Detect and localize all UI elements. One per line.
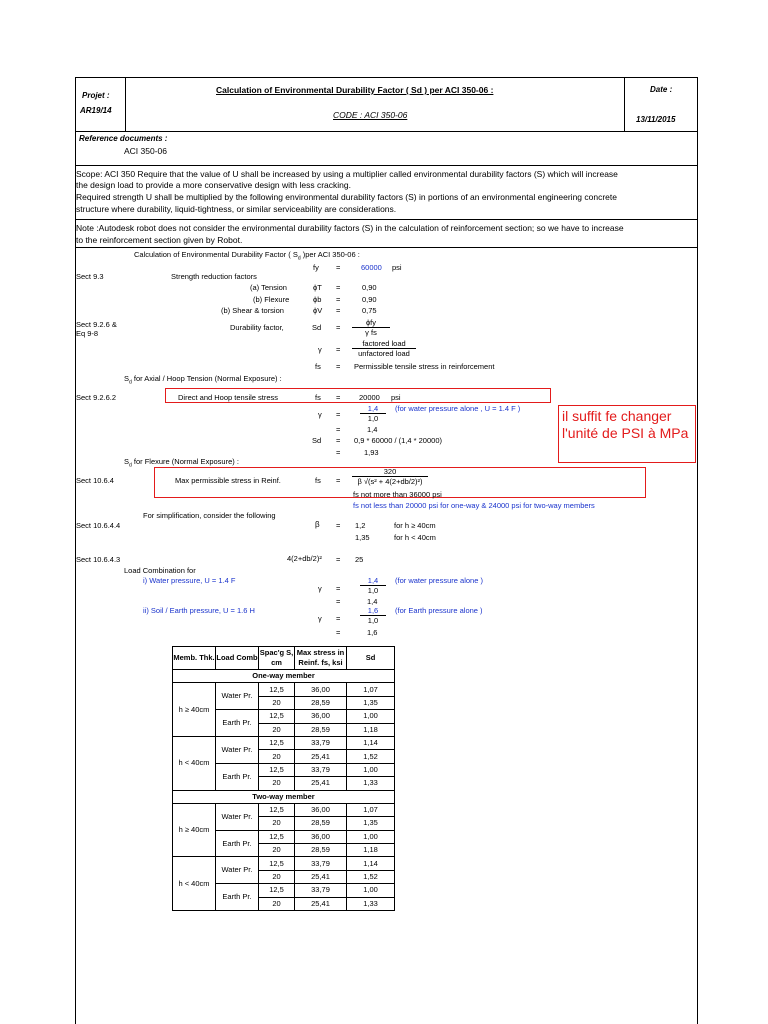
spacing-cell: 20: [259, 870, 295, 883]
spacing-cell: 12,5: [259, 736, 295, 749]
sd-cell: 1,00: [347, 830, 395, 843]
shear-symbol: ϕV: [313, 306, 323, 315]
table-section-row: [173, 670, 395, 683]
stress-cell: 36,00: [295, 830, 347, 843]
sd-fraction-den: γ fs: [365, 328, 377, 337]
fs-not-less: fs not less than 20000 psi for one-way & 24000 psi for two-way members: [353, 501, 595, 510]
direct-stress-unit: psi: [391, 393, 401, 402]
wg-result: 1,4: [367, 597, 378, 606]
sd-cell: 1,07: [347, 683, 395, 696]
spacing-cell: 20: [259, 696, 295, 709]
sd-equals: =: [336, 323, 341, 332]
sd-cell: 1,52: [347, 750, 395, 763]
thk-cell: h < 40cm: [173, 857, 216, 911]
tension-equals: =: [336, 283, 341, 292]
eq-9-8: Eq 9-8: [76, 329, 99, 338]
sd-cell: 1,33: [347, 777, 395, 790]
reference-bottom-rule: [75, 165, 698, 166]
gamma-fraction-den: unfactored load: [358, 349, 410, 358]
note-line-1: Note :Autodesk robot does not consider the environmental durability factors (S) in the calculation of reinforcement section; so we have to increase: [76, 223, 624, 233]
sg-res-equals: =: [336, 628, 341, 637]
fy-value: 60000: [361, 263, 382, 272]
direct-stress-value: 20000: [359, 393, 380, 402]
wg-symbol: γ: [318, 584, 322, 593]
sd-cell: 1,52: [347, 870, 395, 883]
stress-cell: 28,59: [295, 696, 347, 709]
direct-stress-equals: =: [336, 393, 341, 402]
stress-cell: 28,59: [295, 817, 347, 830]
sd-fraction: [352, 318, 390, 337]
flexure-title: $S_d$ for Flexure (Normal Exposure) :: [124, 457, 239, 469]
sg-num: 1,6: [360, 606, 386, 616]
sd-cell: 1,18: [347, 844, 395, 857]
tension-symbol: ϕT: [313, 283, 322, 292]
fs-equals: =: [336, 362, 341, 371]
calc-heading: Calculation of Environmental Durability Factor ( $S_d$ )per ACI 350-06 :: [134, 250, 360, 262]
sd-cell: 1,07: [347, 803, 395, 816]
durability-label: Durability factor,: [230, 323, 284, 332]
gamma1-note: (for water pressure alone , U = 1.4 F ): [395, 404, 521, 413]
water-case-label: i) Water pressure, U = 1.4 F: [143, 576, 236, 585]
spacing-cell: 12,5: [259, 857, 295, 870]
header-memb-thk: Memb. Thk.: [173, 647, 216, 670]
expr4: 4(2+db/2)²: [287, 554, 322, 563]
header-sd: Sd: [347, 647, 395, 670]
spacing-cell: 20: [259, 723, 295, 736]
projet-value: AR19/14: [80, 106, 112, 115]
spacing-cell: 12,5: [259, 683, 295, 696]
soil-case-label: ii) Soil / Earth pressure, U = 1.6 H: [143, 606, 255, 615]
sd-fraction-num: ϕfy: [352, 318, 390, 328]
wg-den: 1,0: [367, 586, 379, 595]
shear-value: 0,75: [362, 306, 377, 315]
flexure-value: 0,90: [362, 295, 377, 304]
direct-stress-label: Direct and Hoop tensile stress: [178, 393, 279, 402]
header-divider-right: [624, 77, 625, 131]
gamma-equals: =: [336, 345, 341, 354]
sd-results-table: [172, 646, 395, 911]
beta-equals: =: [336, 521, 341, 530]
max-stress-fraction: [352, 467, 428, 486]
page-title: Calculation of Environmental Durability Factor ( Sd ) per ACI 350-06 :: [216, 85, 494, 95]
axial-title: $S_d$ for Axial / Hoop Tension (Normal Exposure) :: [124, 374, 282, 386]
wg-res-equals: =: [336, 597, 341, 606]
load-cell: Water Pr.: [216, 857, 259, 884]
stress-cell: 33,79: [295, 884, 347, 897]
beta-value-1: 1,2: [355, 521, 366, 530]
max-stress-den: β √(s² + 4(2+db/2)²): [357, 477, 423, 486]
stress-cell: 36,00: [295, 683, 347, 696]
date-value: 13/11/2015: [636, 115, 676, 124]
one-way-label: One-way member: [173, 670, 395, 683]
scope-line-2: the design load to provide a more conservative design with less cracking.: [76, 180, 351, 190]
table-row: [173, 683, 395, 696]
thk-cell: h ≥ 40cm: [173, 683, 216, 737]
max-stress-equals: =: [336, 476, 341, 485]
sd-cell: 1,35: [347, 696, 395, 709]
beta-value-2: 1,35: [355, 533, 370, 542]
table-header-row: [173, 647, 395, 670]
fs-not-more: fs not more than 36000 psi: [353, 490, 442, 499]
gamma1-res-equals: =: [336, 425, 341, 434]
spacing-cell: 20: [259, 844, 295, 857]
sd1-symbol: Sd: [312, 436, 322, 445]
sd-cell: 1,14: [347, 857, 395, 870]
sd-cell: 1,00: [347, 884, 395, 897]
sg-symbol: γ: [318, 614, 322, 623]
load-cell: Earth Pr.: [216, 763, 259, 790]
expr4-equals: =: [336, 555, 341, 564]
fs-description: Permissible tensile stress in reinforcement: [354, 362, 495, 371]
stress-cell: 33,79: [295, 857, 347, 870]
header-load-comb: Load Comb: [216, 647, 259, 670]
max-stress-label: Max permissible stress in Reinf.: [175, 476, 281, 485]
sg-equals: =: [336, 614, 341, 623]
stress-cell: 28,59: [295, 723, 347, 736]
shear-label: (b) Shear & torsion: [221, 306, 284, 315]
stress-cell: 28,59: [295, 844, 347, 857]
stress-cell: 25,41: [295, 870, 347, 883]
sg-note: (for Earth pressure alone ): [395, 606, 483, 615]
spacing-cell: 20: [259, 897, 295, 910]
flexure-label: (b) Flexure: [253, 295, 290, 304]
sd1-result: 1,93: [364, 448, 379, 457]
sg-den: 1,0: [367, 616, 379, 625]
date-label: Date :: [650, 85, 673, 94]
table-row: [173, 803, 395, 816]
flexure-symbol: ϕb: [313, 295, 322, 304]
sect-9-3: Sect 9.3: [76, 272, 104, 281]
load-cell: Earth Pr.: [216, 830, 259, 857]
sect-10-6-4-4: Sect 10.6.4.4: [76, 521, 121, 530]
stress-cell: 33,79: [295, 736, 347, 749]
wg-num: 1,4: [360, 576, 386, 586]
scope-line-1: Scope: ACI 350 Require that the value of U shall be increased by using a multiplier called environmental durability factors (S) which will increase: [76, 169, 618, 179]
beta-symbol: β: [315, 520, 320, 529]
spacing-cell: 12,5: [259, 710, 295, 723]
sd-cell: 1,00: [347, 763, 395, 776]
header-bottom-rule: [75, 131, 698, 132]
scope-line-4: structure where durability, liquid-tightness, or similar serviceability are considerations.: [76, 204, 397, 214]
gamma-fraction-num: factored load: [352, 339, 416, 349]
sd-cell: 1,18: [347, 723, 395, 736]
fy-unit: psi: [392, 263, 402, 272]
two-way-label: Two-way member: [173, 790, 395, 803]
max-stress-num: 320: [352, 467, 428, 477]
sd1-res-equals: =: [336, 448, 341, 457]
header-divider-left: [125, 77, 126, 131]
direct-stress-symbol: fs: [315, 393, 321, 402]
beta-condition-1: for h ≥ 40cm: [394, 521, 436, 530]
load-cell: Water Pr.: [216, 683, 259, 710]
fs-symbol: fs: [315, 362, 321, 371]
thk-cell: h ≥ 40cm: [173, 803, 216, 857]
sd-cell: 1,00: [347, 710, 395, 723]
sd-cell: 1,33: [347, 897, 395, 910]
table-row: [173, 857, 395, 870]
sd-symbol: Sd: [312, 323, 322, 332]
stress-cell: 33,79: [295, 763, 347, 776]
sd-cell: 1,35: [347, 817, 395, 830]
gamma1-symbol: γ: [318, 410, 322, 419]
load-cell: Earth Pr.: [216, 710, 259, 737]
sect-10-6-4: Sect 10.6.4: [76, 476, 114, 485]
gamma1-num: 1,4: [360, 404, 386, 414]
max-stress-symbol: fs: [315, 476, 321, 485]
note-bottom-rule: [75, 247, 698, 248]
simplification-label: For simplification, consider the following: [143, 511, 276, 520]
tension-label: (a) Tension: [250, 283, 287, 292]
wg-note: (for water pressure alone ): [395, 576, 483, 585]
fy-symbol: fy: [313, 263, 319, 272]
table-section-row: [173, 790, 395, 803]
annotation-note: il suffit fe changer l'unité de PSI à MPa: [558, 405, 696, 463]
strength-reduction-label: Strength reduction factors: [171, 272, 257, 281]
stress-cell: 25,41: [295, 750, 347, 763]
load-cell: Water Pr.: [216, 736, 259, 763]
sg-fraction: [360, 606, 386, 625]
spacing-cell: 12,5: [259, 884, 295, 897]
scope-bottom-rule: [75, 219, 698, 220]
expr4-value: 25: [355, 555, 364, 564]
reference-doc: ACI 350-06: [124, 146, 167, 156]
sect-9-2-6: Sect 9.2.6 &: [76, 320, 117, 329]
gamma1-fraction: [360, 404, 386, 423]
shear-equals: =: [336, 306, 341, 315]
note-line-2: to the reinforcement section given by Robot.: [76, 235, 243, 245]
load-cell: Earth Pr.: [216, 884, 259, 911]
fy-equals: =: [336, 263, 341, 272]
wg-equals: =: [336, 584, 341, 593]
spacing-cell: 20: [259, 750, 295, 763]
gamma-fraction: [352, 339, 416, 358]
wg-fraction: [360, 576, 386, 595]
gamma1-result: 1,4: [367, 425, 378, 434]
load-combination-label: Load Combination for: [124, 566, 196, 575]
sd-cell: 1,14: [347, 736, 395, 749]
sd1-equals: =: [336, 436, 341, 445]
code-reference: CODE : ACI 350-06: [333, 110, 408, 120]
stress-cell: 25,41: [295, 777, 347, 790]
tension-value: 0,90: [362, 283, 377, 292]
scope-line-3: Required strength U shall be multiplied by the following environmental durability factors (S) in portions of an environmental engineering concrete: [76, 192, 617, 202]
reference-label: Reference documents :: [79, 134, 168, 143]
sg-result: 1,6: [367, 628, 378, 637]
header-spacing: Spac'g S, cm: [259, 647, 295, 670]
stress-cell: 36,00: [295, 710, 347, 723]
sd1-expression: 0,9 * 60000 / (1,4 * 20000): [354, 436, 442, 445]
thk-cell: h < 40cm: [173, 736, 216, 790]
gamma1-equals: =: [336, 410, 341, 419]
projet-label: Projet :: [82, 91, 110, 100]
stress-cell: 36,00: [295, 803, 347, 816]
spacing-cell: 20: [259, 817, 295, 830]
table-row: [173, 736, 395, 749]
sect-10-6-4-3: Sect 10.6.4.3: [76, 555, 121, 564]
gamma-symbol: γ: [318, 345, 322, 354]
beta-condition-2: for h < 40cm: [394, 533, 436, 542]
header-max-stress: Max stress in Reinf. fs, ksi: [295, 647, 347, 670]
spacing-cell: 20: [259, 777, 295, 790]
sect-9-2-6-2: Sect 9.2.6.2: [76, 393, 117, 402]
load-cell: Water Pr.: [216, 803, 259, 830]
spacing-cell: 12,5: [259, 803, 295, 816]
flexure-equals: =: [336, 295, 341, 304]
gamma1-den: 1,0: [367, 414, 379, 423]
stress-cell: 25,41: [295, 897, 347, 910]
spacing-cell: 12,5: [259, 763, 295, 776]
spacing-cell: 12,5: [259, 830, 295, 843]
